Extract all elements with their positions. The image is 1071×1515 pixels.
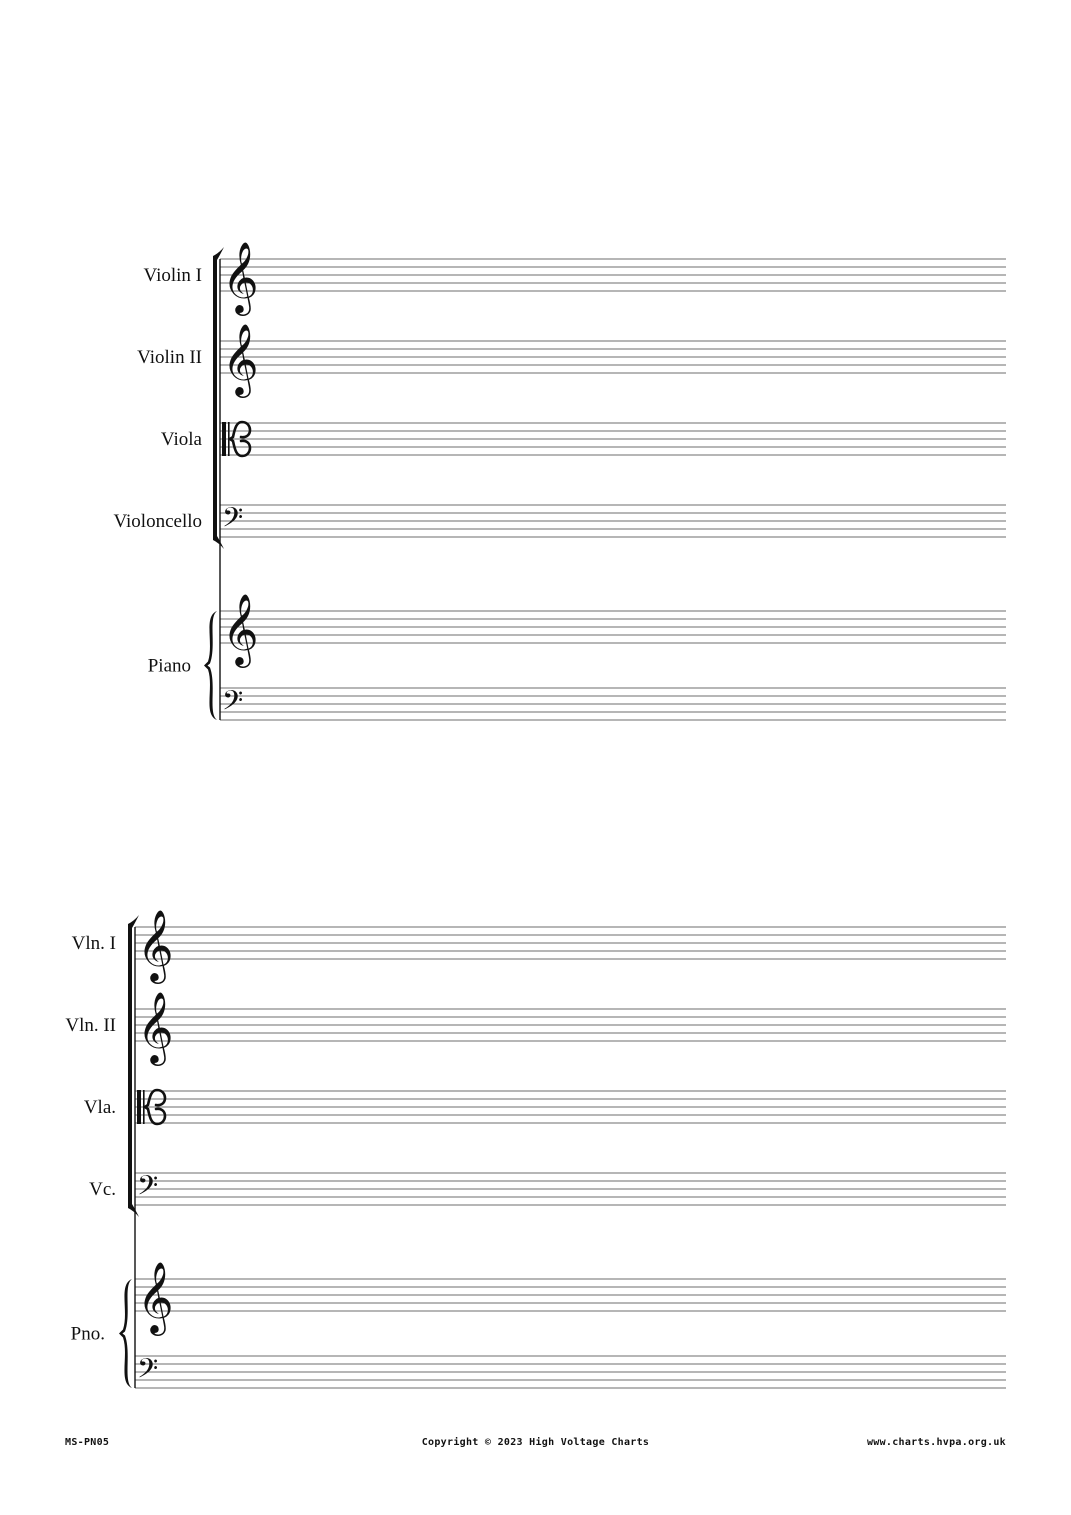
bass-clef-icon: 𝄢 <box>137 1169 159 1208</box>
staff-lines <box>220 423 1006 455</box>
footer-copyright: Copyright © 2023 High Voltage Charts <box>421 1437 650 1448</box>
staff-lines <box>135 1356 1006 1388</box>
staff-lines <box>135 1279 1006 1311</box>
treble-clef-icon: 𝄞 <box>222 240 259 313</box>
instrument-label: Viola <box>160 429 202 450</box>
staff <box>144 240 1007 316</box>
instrument-label: Pno. <box>70 1323 105 1345</box>
instrument-label: Violin I <box>143 265 202 286</box>
staff <box>161 422 1006 456</box>
footer-catalog-number: MS-PN05 <box>65 1437 110 1448</box>
alto-clef-thick-bar <box>137 1090 141 1124</box>
treble-clef-icon: 𝄞 <box>137 990 174 1063</box>
treble-clef-icon: 𝄞 <box>222 322 259 395</box>
piano-staves <box>148 592 1006 723</box>
staff-lines <box>135 927 1006 959</box>
system-2 <box>65 908 1006 1391</box>
staff-lines <box>220 505 1006 537</box>
footer-website: www.charts.hvpa.org.uk <box>866 1437 1006 1448</box>
bass-clef-icon: 𝄢 <box>137 1352 159 1391</box>
staff <box>84 1090 1006 1124</box>
bracket-bar <box>128 924 132 1208</box>
staff-lines <box>220 259 1006 291</box>
staff-lines <box>135 1009 1006 1041</box>
staff-lines <box>135 1173 1006 1205</box>
staff-lines <box>220 341 1006 373</box>
bracket-bar <box>213 256 217 540</box>
bass-clef-icon: 𝄢 <box>222 684 244 723</box>
piano-brace-icon <box>204 611 217 720</box>
instrument-label: Violin II <box>137 347 202 368</box>
instrument-label: Vln. I <box>71 933 116 954</box>
staff <box>65 990 1006 1066</box>
staff-lines <box>135 1091 1006 1123</box>
instrument-label: Piano <box>147 655 191 677</box>
staff-lines <box>220 688 1006 720</box>
staff <box>72 908 1006 984</box>
staff <box>113 501 1006 540</box>
piano-brace-icon <box>119 1279 132 1388</box>
treble-clef-icon: 𝄞 <box>222 592 259 665</box>
staff <box>137 322 1006 398</box>
treble-clef-icon: 𝄞 <box>137 1260 174 1333</box>
staff <box>89 1169 1006 1208</box>
instrument-label: Violoncello <box>113 511 202 532</box>
instrument-label: Vc. <box>89 1179 116 1200</box>
treble-clef-icon: 𝄞 <box>137 908 174 981</box>
instrument-label: Vln. II <box>65 1015 116 1036</box>
staff-lines <box>220 611 1006 643</box>
alto-clef-thick-bar <box>222 422 226 456</box>
system-1 <box>113 240 1006 723</box>
instrument-label: Vla. <box>83 1097 116 1118</box>
bass-clef-icon: 𝄢 <box>222 501 244 540</box>
piano-staves <box>71 1260 1006 1391</box>
